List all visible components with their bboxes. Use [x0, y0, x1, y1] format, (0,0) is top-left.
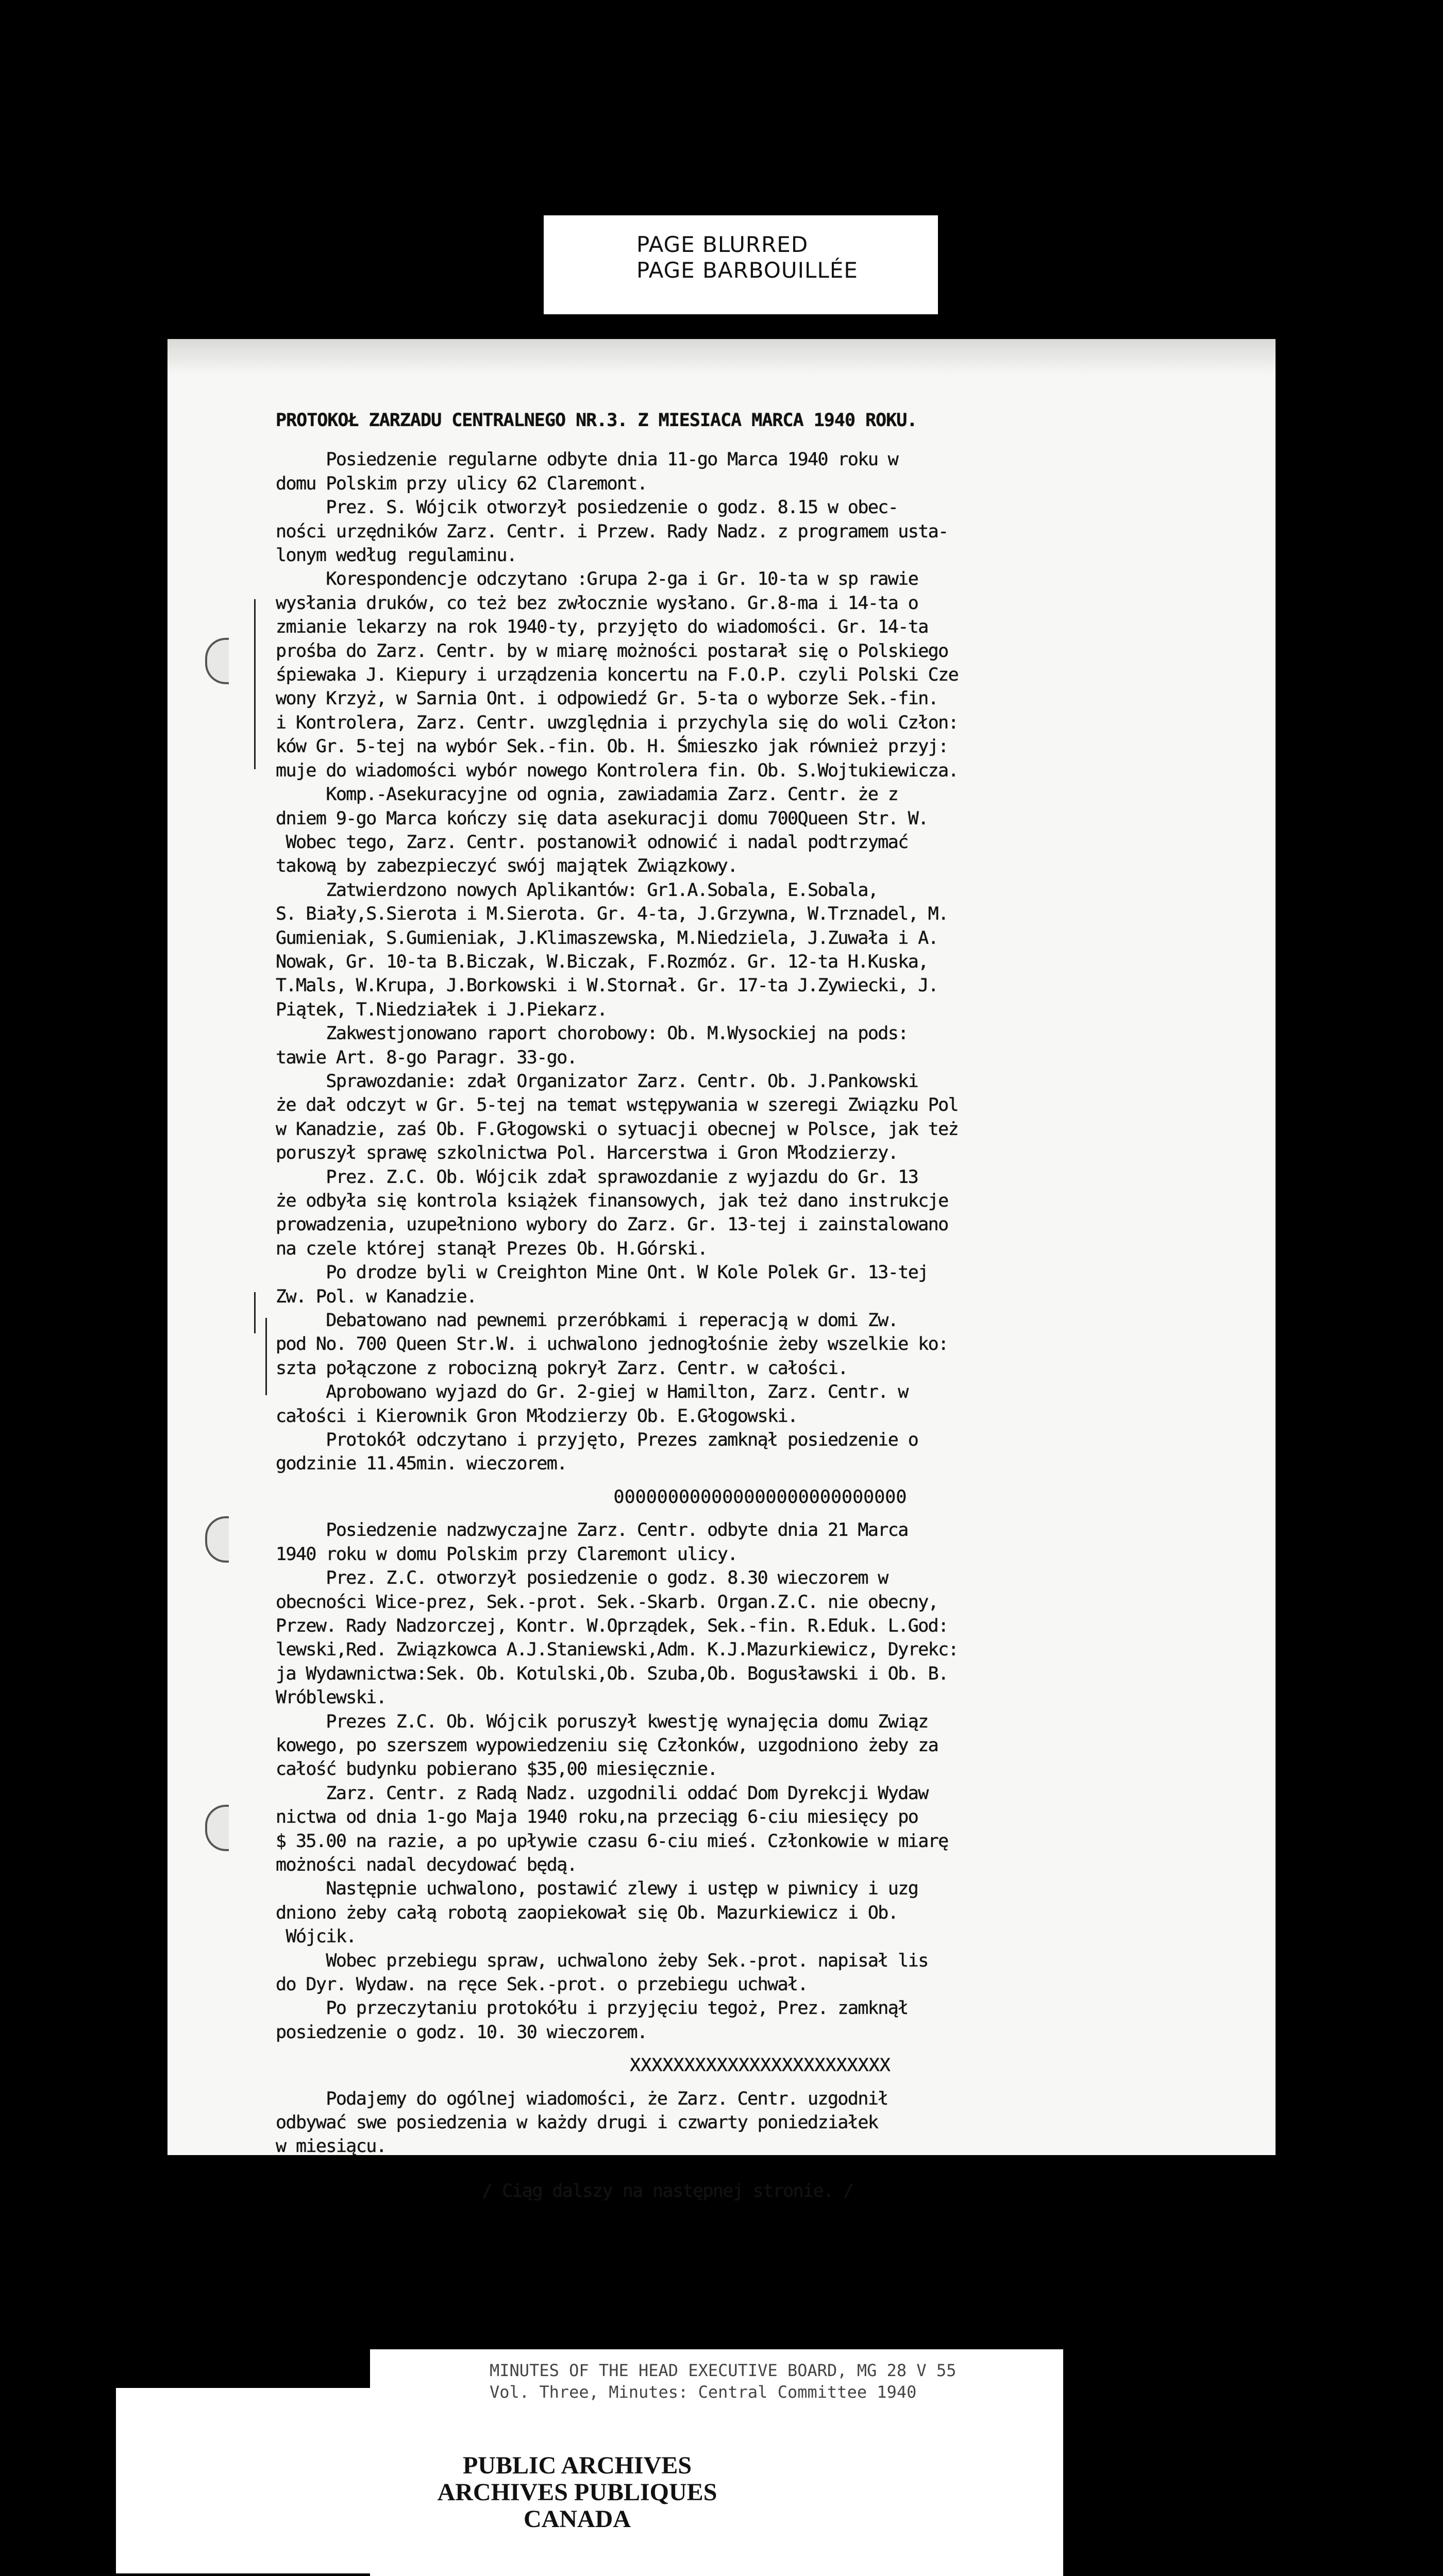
text-line: S. Biały,S.Sierota i M.Sierota. Gr. 4-ta, J.Grzywna, W.Trznadel, M. [276, 904, 948, 925]
text-line: Komp.-Asekuracyjne od ognia, zawiadamia Zarz. Centr. że z [276, 784, 908, 805]
section-separator: XXXXXXXXXXXXXXXXXXXXXXXX [630, 2055, 891, 2076]
text-line: szta połączone z robocizną pokrył Zarz. Centr. w całości. [276, 1358, 848, 1379]
text-line: Aprobowano wyjazd do Gr. 2-giej w Hamilton, Zarz. Centr. w [276, 1382, 918, 1403]
text-line: śpiewaka J. Kiepury i urządzenia koncertu na F.O.P. czyli Polski Cze [276, 665, 959, 686]
text-line: Zarz. Centr. z Radą Nadz. uzgodnili oddać Dom Dyrekcji Wydaw [276, 1783, 928, 1804]
text-line: Zakwestjonowano raport chorobowy: Ob. M.Wysockiej na pods: [276, 1023, 908, 1044]
text-line: odbywać swe posiedzenia w każdy drugi i czwarty poniedziałek [276, 2112, 878, 2133]
minutes-extraordinary-meeting [276, 1518, 1245, 2044]
punch-hole-icon [205, 1516, 229, 1563]
archive-ref-line2: Vol. Three, Minutes: Central Committee 1940 [490, 2382, 917, 2402]
document-page [167, 339, 1276, 2201]
text-line: kowego, po szerszem wypowiedzeniu się Członków, uzgodniono żeby za [276, 1735, 938, 1756]
text-line: Prez. S. Wójcik otworzył posiedzenie o godz. 8.15 w obec- [276, 497, 898, 518]
text-line: całość budynku pobierano $35,00 miesięcznie. [276, 1759, 717, 1780]
text-line: w miesiącu. [276, 2136, 387, 2157]
text-line: Posiedzenie nadzwyczajne Zarz. Centr. odbyte dnia 21 Marca [276, 1520, 908, 1541]
text-line: wysłania druków, co też bez zwłocznie wysłano. Gr.8-ma i 14-ta o [276, 592, 918, 614]
text-line: Protokół odczytano i przyjęto, Prezes zamknął posiedzenie o [276, 1430, 918, 1451]
text-line: Wójcik. [276, 1926, 356, 1947]
text-line: ja Wydawnictwa:Sek. Ob. Kotulski,Ob. Szuba,Ob. Bogusławski i Ob. B. [276, 1663, 948, 1684]
margin-line-icon [265, 1318, 267, 1395]
margin-line-icon [254, 1292, 256, 1333]
archive-name [116, 2452, 1038, 2533]
punch-hole-icon [205, 1805, 229, 1851]
text-line: ków Gr. 5-tej na wybór Sek.-fin. Ob. H. Śmieszko jak również przyj: [276, 736, 948, 757]
archive-country: CANADA [524, 2505, 631, 2533]
text-line: Zatwierdzono nowych Aplikantów: Gr1.A.Sobala, E.Sobala, [276, 879, 878, 901]
text-line: tawie Art. 8-go Paragr. 33-go. [276, 1047, 577, 1068]
text-line: takową by zabezpieczyć swój majątek Związkowy. [276, 856, 737, 877]
continued-note: / Ciąg dalszy na następnej stronie. / [482, 2180, 853, 2201]
archive-name-en: PUBLIC ARCHIVES [462, 2452, 692, 2479]
blurred-label-fr: PAGE BARBOUILLÉE [636, 258, 858, 283]
text-line: lonym według regulaminu. [276, 545, 517, 566]
text-line: Po drodze byli w Creighton Mine Ont. W Kole Polek Gr. 13-tej [276, 1262, 928, 1283]
text-line: Przew. Rady Nadzorczej, Kontr. W.Oprządek, Sek.-fin. R.Eduk. L.God: [276, 1615, 948, 1636]
text-line: Prez. Z.C. Ob. Wójcik zdał sprawozdanie z wyjazdu do Gr. 13 [276, 1166, 918, 1188]
text-line: domu Polskim przy ulicy 62 Claremont. [276, 473, 647, 494]
punch-hole-icon [205, 638, 229, 684]
text-line: godzinie 11.45min. wieczorem. [276, 1453, 567, 1475]
text-line: Wobec przebiegu spraw, uchwalono żeby Sek.-prot. napisał lis [276, 1950, 928, 1971]
text-line: Prezes Z.C. Ob. Wójcik poruszył kwestję wynajęcia domu Związ [276, 1711, 928, 1732]
text-line: T.Mals, W.Krupa, J.Borkowski i W.Stornał. Gr. 17-ta J.Zywiecki, J. [276, 975, 938, 996]
minutes-regular-meeting [276, 448, 1245, 1476]
text-line: Debatowano nad pewnemi przeróbkami i reperacją w domi Zw. [276, 1310, 898, 1331]
text-line: całości i Kierownik Gron Młodzierzy Ob. E.Głogowski. [276, 1405, 798, 1427]
text-line: Gumieniak, S.Gumieniak, J.Klimaszewska, M.Niedziela, J.Zuwała i A. [276, 927, 938, 948]
text-line: dniem 9-go Marca kończy się data asekuracji domu 700Queen Str. W. [276, 808, 928, 829]
text-line: dniono żeby całą robotą zaopiekował się Ob. Mazurkiewicz i Ob. [276, 1902, 898, 1923]
margin-line-icon [254, 599, 256, 769]
text-line: pod No. 700 Queen Str.W. i uchwalono jednogłośnie żeby wszelkie ko: [276, 1334, 948, 1355]
blurred-page-label [544, 215, 938, 314]
text-line: w Kanadzie, zaś Ob. F.Głogowski o sytuacji obecnej w Polsce, jak też [276, 1118, 959, 1140]
text-line: Podajemy do ogólnej wiadomości, że Zarz. Centr. uzgodnił [276, 2088, 888, 2109]
text-line: Nowak, Gr. 10-ta B.Biczak, W.Biczak, F.Rozmóz. Gr. 12-ta H.Kuska, [276, 951, 928, 972]
text-line: Po przeczytaniu protokółu i przyjęciu tegoż, Prez. zamknął [276, 1998, 908, 2019]
blurred-label-en: PAGE BLURRED [636, 232, 809, 257]
text-line: Piątek, T.Niedziałek i J.Piekarz. [276, 999, 607, 1020]
text-line: do Dyr. Wydaw. na ręce Sek.-prot. o przebiegu uchwał. [276, 1974, 808, 1995]
text-line: prośba do Zarz. Centr. by w miarę możności postarał się o Polskiego [276, 640, 948, 662]
text-line: Wobec tego, Zarz. Centr. postanowił odnowić i nadal podtrzymać [276, 832, 908, 853]
text-line: poruszył sprawę szkolnictwa Pol. Harcerstwa i Gron Młodzierzy. [276, 1143, 898, 1164]
text-line: Korespondencje odczytano :Grupa 2-ga i Gr. 10-ta w sp rawie [276, 569, 918, 590]
text-line: Zw. Pol. w Kanadzie. [276, 1286, 477, 1307]
text-line: obecności Wice-prez, Sek.-prot. Sek.-Skarb. Organ.Z.C. nie obecny, [276, 1591, 938, 1613]
text-line: prowadzenia, uzupełniono wybory do Zarz. Gr. 13-tej i zainstalowano [276, 1214, 948, 1235]
text-line: możności nadal decydować będą. [276, 1854, 577, 1875]
text-line: 1940 roku w domu Polskim przy Claremont ulicy. [276, 1544, 737, 1565]
text-line: zmianie lekarzy na rok 1940-ty, przyjęto do wiadomości. Gr. 14-ta [276, 617, 928, 638]
archive-name-fr: ARCHIVES PUBLIQUES [437, 2479, 717, 2506]
text-line: posiedzenie o godz. 10. 30 wieczorem. [276, 2022, 647, 2043]
text-line: na czele której stanął Prezes Ob. H.Górski. [276, 1238, 708, 1259]
text-line: Wróblewski. [276, 1687, 387, 1708]
text-line: Sprawozdanie: zdał Organizator Zarz. Centr. Ob. J.Pankowski [276, 1071, 918, 1092]
text-line: i Kontrolera, Zarz. Centr. uwzględnia i przychyla się do woli Człon: [276, 712, 959, 733]
text-line: Posiedzenie regularne odbyte dnia 11-go Marca 1940 roku w [276, 449, 898, 470]
text-line: Prez. Z.C. otworzył posiedzenie o godz. 8.30 wieczorem w [276, 1568, 888, 1589]
text-line: muje do wiadomości wybór nowego Kontrolera fin. Ob. S.Wojtukiewicza. [276, 760, 959, 781]
archive-reference [490, 2360, 956, 2403]
text-line: że odbyła się kontrola książek finansowych, jak też dano instrukcje [276, 1191, 948, 1211]
archive-ref-line1: MINUTES OF THE HEAD EXECUTIVE BOARD, MG 28 V 55 [490, 2361, 957, 2380]
text-line: lewski,Red. Związkowca A.J.Staniewski,Adm. K.J.Mazurkiewicz, Dyrekc: [276, 1639, 959, 1660]
text-line: wony Krzyż, w Sarnia Ont. i odpowiedź Gr. 5-ta o wyborze Sek.-fin. [276, 688, 938, 709]
document-title: PROTOKOŁ ZARZADU CENTRALNEGO NR.3. Z MIESIACA MARCA 1940 ROKU. [276, 410, 917, 431]
announcement [276, 2087, 1245, 2159]
section-separator: 000000000000000000000000000 [613, 1486, 907, 1507]
text-line: nictwa od dnia 1-go Maja 1940 roku,na przeciąg 6-ciu miesięcy po [276, 1807, 918, 1828]
text-line: ności urzędników Zarz. Centr. i Przew. Rady Nadz. z programem usta- [276, 521, 948, 542]
text-line: Następnie uchwalono, postawić zlewy i ustęp w piwnicy i uzg [276, 1878, 918, 1900]
text-line: $ 35.00 na razie, a po upływie czasu 6-ciu mieś. Członkowie w miarę [276, 1831, 948, 1852]
text-line: że dał odczyt w Gr. 5-tej na temat wstępywania w szeregi Związku Pol [276, 1095, 959, 1116]
